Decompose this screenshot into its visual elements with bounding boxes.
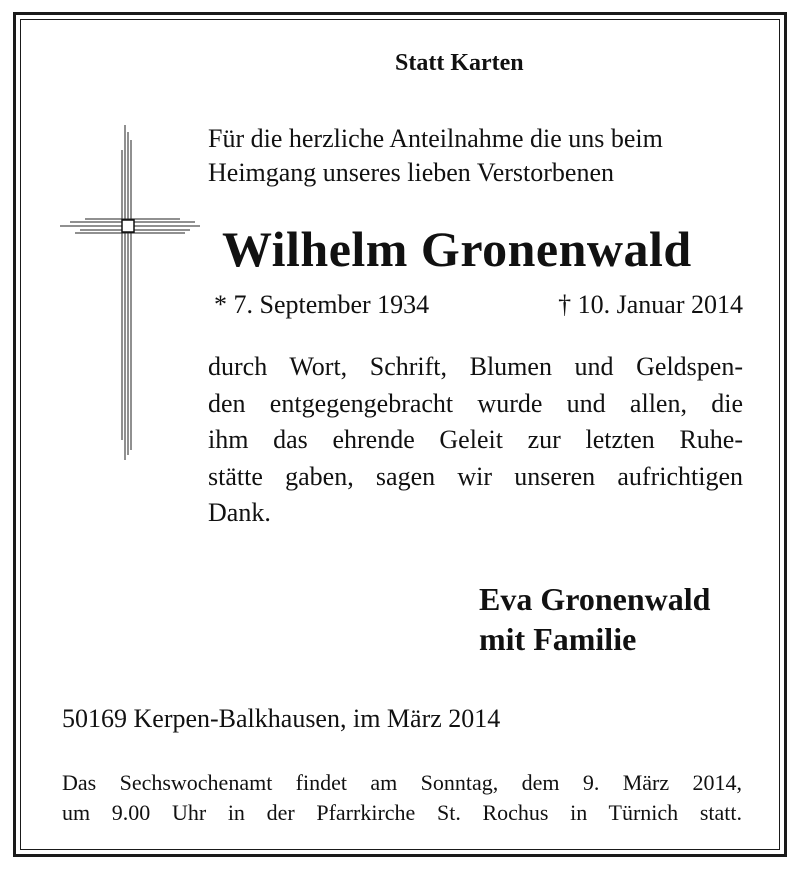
thanks-line: stätte gaben, sagen wir unseren aufrichtigen — [208, 461, 743, 491]
thanks-line: Dank. — [208, 498, 271, 527]
signature-line: mit Familie — [479, 621, 637, 657]
deceased-name: Wilhelm Gronenwald — [222, 221, 692, 277]
service-line: Das Sechswochenamt findet am Sonntag, dem 9. März 2014, — [62, 770, 742, 795]
thanks-line: durch Wort, Schrift, Blumen und Geldspen- — [208, 352, 743, 381]
intro-text — [208, 122, 663, 190]
service-line: um 9.00 Uhr in der Pfarrkirche St. Rochus in Türnich statt. — [62, 800, 742, 825]
death-date: † 10. Januar 2014 — [558, 290, 743, 319]
place-date: 50169 Kerpen-Balkhausen, im März 2014 — [62, 704, 501, 733]
thanks-line: den entgegengebracht wurde und allen, die — [208, 388, 743, 418]
signature — [479, 579, 710, 659]
cross-icon — [55, 120, 205, 470]
birth-date: * 7. September 1934 — [214, 290, 430, 319]
intro-line: Für die herzliche Anteilnahme die uns beim — [208, 124, 663, 153]
signature-line: Eva Gronenwald — [479, 581, 711, 617]
thanks-text — [208, 349, 743, 532]
intro-line: Heimgang unseres lieben Verstorbenen — [208, 158, 615, 187]
thanks-line: ihm das ehrende Geleit zur letzten Ruhe- — [208, 425, 743, 454]
service-notice — [62, 768, 742, 828]
header-title: Statt Karten — [395, 50, 524, 76]
